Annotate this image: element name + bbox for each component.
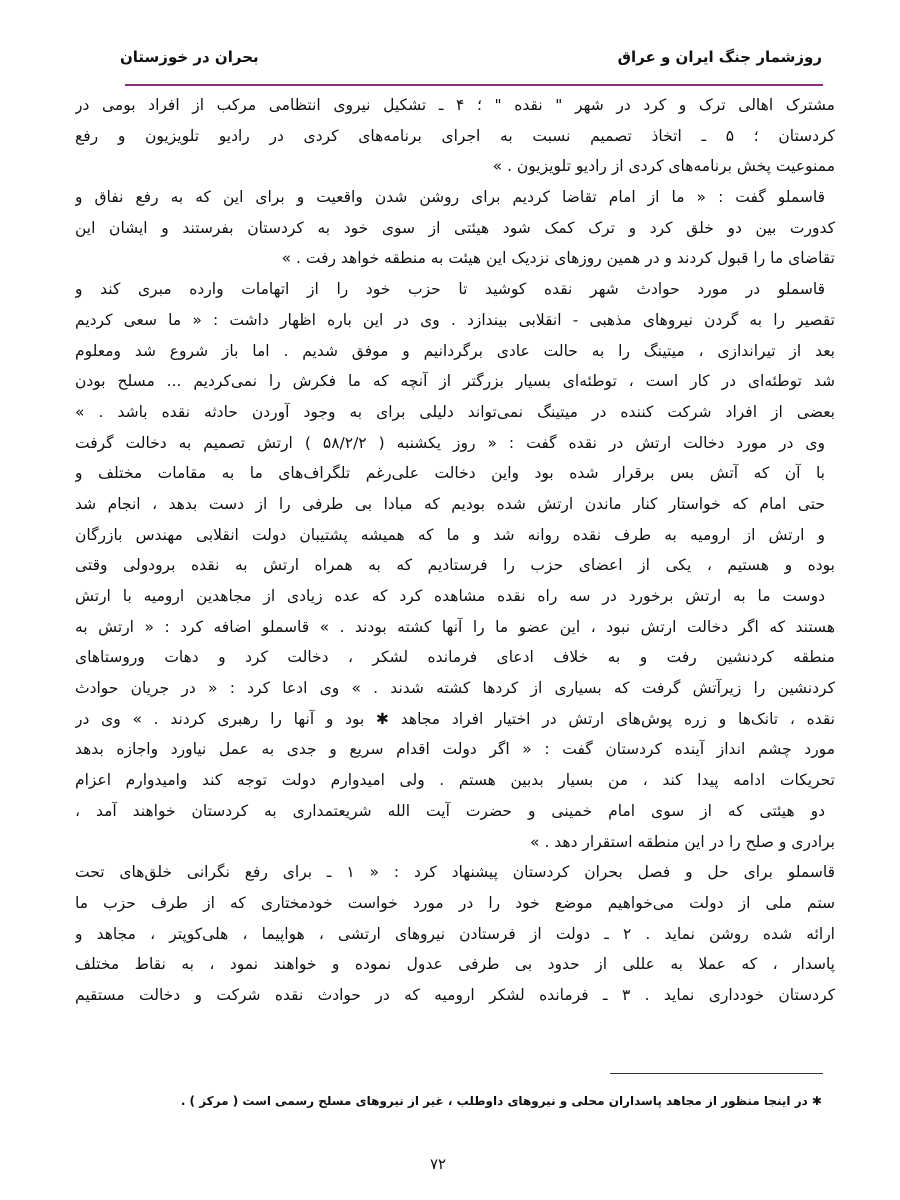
text-line: دو هیئتی که از سوی امام خمینی و حضرت آیت الله شریعتمداری به کردستان خواهند آمد ، (75, 801, 825, 820)
text-line: با آن که آتش بس برقرار شده بود واین دخالت علی‌رغم تلگراف‌های ما به مقامات مختلف و (75, 464, 825, 483)
text-line: حتی امام که خواستار کنار ماندن ارتش شده بودیم که مبادا بی طرفی را از دست بدهد ، انجام شد (75, 494, 825, 513)
text-line: بعضی از افراد شرکت کننده در میتینگ نمی‌تواند دلیلی برای به وجود آوردن حادثه نقده باشد . » (75, 402, 835, 421)
text-line: قاسملو در مورد حوادث شهر نقده کوشید تا حزب خود را از اتهامات وارده مبری کند و (75, 280, 825, 299)
text-line: بعد از تیراندازی ، میتینگ را به حالت عادی برگردانیم و موفق شدیم . اما باز شروع شد ومعلوم (75, 341, 835, 360)
text-line: تقصیر را به گردن نیروهای مذهبی - انقلابی بیندازد . وی در این باره اظهار داشت : « ما سعی کردیم (75, 310, 835, 329)
running-header-book-title: روزشمار جنگ ایران و عراق (617, 48, 822, 66)
text-line: هستند که اگر دخالت ارتش نبود ، این عضو ما را آنها کشته بودند . » قاسملو اضافه کرد : « ارتش به (75, 617, 835, 636)
text-line: شد توطئه‌ای در کار است ، توطئه‌ای بسیار بزرگتر از آنچه که ما فکرش را نمی‌کردیم ... مسلح بودن (75, 372, 835, 391)
text-line: نقده ، تانک‌ها و زره پوش‌های ارتش در اختیار افراد مجاهد ✱ بود و آنها را رهبری کردند . » وی در (75, 709, 835, 728)
footnote: ✱ در اینجا منظور از مجاهد پاسداران محلی و نیروهای داوطلب ، غیر از نیروهای مسلح رسمی است ( مرکز ) . (180, 1094, 822, 1108)
header-divider (125, 84, 823, 86)
text-line: بوده و هستیم ، یکی از اعضای حزب را فرستادیم که به همراه ارتش به نقده برودولی وقتی (75, 556, 835, 575)
text-line: ممنوعیت پخش برنامه‌های کردی از رادیو تلویزیون . » (492, 157, 835, 176)
text-line: کدورت بین دو خلق کرد و ترک کمک شود هیئتی از سوی خود به کردستان بفرستند و ایشان این (75, 218, 835, 237)
text-line: کردنشین را زیرآتش گرفت که بسیاری از کردها کشته شدند . » وی ادعا کرد : « در جریان حوادث (75, 679, 835, 698)
text-line: برادری و صلح را در این منطقه استقرار دهد . » (530, 832, 835, 851)
text-line: قاسملو برای حل و فصل بحران کردستان پیشنهاد کرد : « ۱ ـ برای رفع نگرانی خلق‌های تحت (75, 863, 835, 882)
text-line: قاسملو گفت : « ما از امام تقاضا کردیم برای روشن شدن واقعیت و برای این که به رفع نفاق و (75, 188, 825, 207)
page-number: ۷۲ (430, 1155, 447, 1173)
text-line: کردستان خودداری نماید . ۳ ـ فرمانده لشکر ارومیه که در حوادث نقده شرکت و دخالت مستقیم (75, 985, 835, 1004)
text-line: پاسدار ، که عملا به عللی از حدود بی طرفی عدول نموده و خواهند نمود ، به نقاط مختلف (75, 955, 835, 974)
text-line: ارائه شده روشن نماید . ۲ ـ دولت از فرستادن نیروهای ارتشی ، هواپیما ، هلی‌کوپتر ، مجاهد و (75, 924, 835, 943)
text-line: دوست ما به ارتش برخورد در سه راه نقده مشاهده کرد که عده زیادی از مجاهدین ارومیه با ارتش (75, 587, 825, 605)
text-line: ستم ملی از دولت می‌خواهیم موضع خود را در مورد خواست خودمختاری که از طرف حزب ما (75, 893, 835, 912)
text-line: و ارتش از ارومیه به طرف نقده روانه شد و ما که همیشه پشتیبان دولت انقلابی مهندس بازرگان (75, 525, 825, 544)
text-line: تحریکات ادامه پیدا کند ، من بسیار بدبین هستم . ولی امیدوارم دولت توجه کند وامیدوارم اعزام (75, 771, 835, 790)
body-text (75, 90, 835, 1011)
text-line: منطقه کردنشین رفت و به خلاف ادعای فرمانده لشکر ، دخالت کرد و دهات وروستاهای (75, 648, 835, 667)
text-line: وی در مورد دخالت ارتش در نقده گفت : « روز یکشنبه ( ۵۸/۲/۲ ) ارتش تصمیم به دخالت گرفت (75, 433, 825, 452)
text-line: مورد چشم انداز آینده کردستان گفت : « اگر دولت اقدام سریع و جدی به عمل نیاورد واجازه بدهد (75, 740, 835, 759)
text-line: کردستان ؛ ۵ ـ اتخاذ تصمیم نسبت به اجرای برنامه‌های کردی در رادیو تلویزیون و رفع (75, 126, 835, 145)
text-line: تقاضای ما را قبول کردند و در همین روزهای نزدیک این هیئت به منطقه خواهد رفت . » (281, 249, 835, 268)
footnote-divider (610, 1073, 823, 1074)
text-line: مشترک اهالی ترک و کرد در شهر " نقده " ؛ ۴ ـ تشکیل نیروی انتظامی مرکب از افراد بومی در (75, 96, 835, 114)
running-header-chapter-title: بحران در خوزستان (120, 48, 259, 66)
